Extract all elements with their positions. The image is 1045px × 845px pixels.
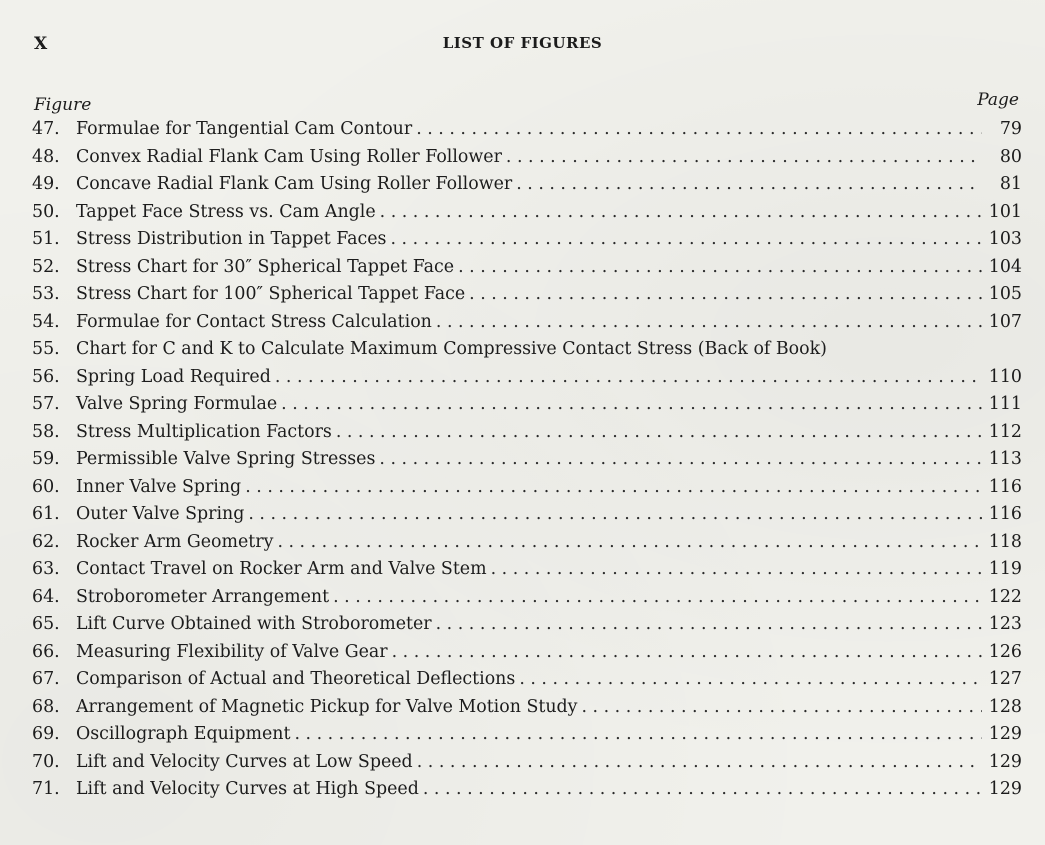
list-item: [32, 721, 1022, 749]
figure-title: Inner Valve Spring: [76, 476, 242, 497]
figure-title: Lift and Velocity Curves at Low Speed: [76, 751, 413, 772]
figure-title: Spring Load Required: [76, 366, 271, 387]
figure-number: 66.: [32, 641, 60, 662]
dot-leader: [245, 474, 982, 502]
page-reference: 126: [988, 641, 1022, 662]
figure-title: Stress Chart for 100″ Spherical Tappet Face: [76, 284, 466, 304]
page-reference: 129: [988, 779, 1022, 799]
list-item: [32, 749, 1022, 777]
page-reference: 80: [999, 146, 1022, 167]
figure-title: Outer Valve Spring: [76, 504, 245, 524]
figure-number: 65.: [32, 614, 60, 634]
figure-number: 54.: [32, 311, 60, 332]
page-reference: 127: [988, 669, 1022, 689]
dot-leader: [519, 666, 982, 694]
figure-title: Stroborometer Arrangement: [76, 586, 330, 607]
figure-number: 69.: [32, 724, 60, 744]
figure-title: Lift Curve Obtained with Stroborometer: [76, 614, 432, 634]
list-item: [32, 419, 1022, 447]
figure-number: 60.: [32, 476, 60, 497]
figure-number: 55.: [32, 339, 60, 359]
column-heading-page: Page: [977, 90, 1019, 110]
dot-leader: [379, 446, 982, 474]
list-item: [32, 694, 1022, 722]
dot-leader: [390, 226, 982, 254]
list-item: [32, 639, 1022, 667]
list-item: [32, 611, 1022, 639]
list-item: [32, 171, 1022, 199]
figure-number: 64.: [32, 586, 60, 607]
figure-number: 50.: [32, 201, 60, 222]
figure-title: Permissible Valve Spring Stresses: [76, 449, 376, 469]
figure-number: 57.: [32, 394, 60, 414]
dot-leader: [281, 391, 982, 419]
figure-title: Convex Radial Flank Cam Using Roller Follower: [76, 146, 502, 167]
list-item: [32, 336, 1022, 364]
list-item: [32, 144, 1022, 172]
running-title: LIST OF FIGURES: [442, 34, 603, 52]
figure-title: Rocker Arm Geometry: [76, 531, 274, 552]
dot-leader: [417, 749, 982, 777]
figure-title: Measuring Flexibility of Valve Gear: [76, 641, 388, 662]
dot-leader: [516, 171, 982, 199]
figure-number: 52.: [32, 256, 60, 277]
page-reference: 118: [988, 531, 1022, 552]
list-item: [32, 364, 1022, 392]
page-reference: 104: [988, 256, 1022, 277]
dot-leader: [436, 611, 982, 639]
list-item: [32, 226, 1022, 254]
dot-leader: [380, 199, 982, 227]
figure-title: Tappet Face Stress vs. Cam Angle: [76, 201, 376, 222]
dot-leader: [469, 281, 982, 309]
page-reference: 116: [988, 504, 1022, 524]
list-item: [32, 309, 1022, 337]
dot-leader: [582, 694, 983, 722]
figure-title: Stress Chart for 30″ Spherical Tappet Face: [76, 256, 455, 277]
figure-number: 59.: [32, 449, 60, 469]
list-item: [32, 116, 1022, 144]
figure-number: 68.: [32, 696, 60, 717]
page-reference: 129: [988, 724, 1022, 744]
dot-leader: [275, 364, 982, 392]
figure-title: Formulae for Contact Stress Calculation: [76, 311, 432, 332]
figure-title: Oscillograph Equipment: [76, 724, 291, 744]
page-reference: 129: [988, 751, 1022, 772]
dot-leader: [423, 776, 982, 804]
page-reference: 122: [988, 586, 1022, 607]
list-item: [32, 776, 1022, 804]
figure-title: Stress Distribution in Tappet Faces: [76, 229, 387, 249]
page-reference: 110: [988, 366, 1022, 387]
figure-number: 67.: [32, 669, 60, 689]
dot-leader: [336, 419, 982, 447]
figure-title: Lift and Velocity Curves at High Speed: [76, 779, 419, 799]
page-reference: 113: [988, 449, 1022, 469]
figure-title: Contact Travel on Rocker Arm and Valve Stem: [76, 559, 487, 579]
figure-title: Comparison of Actual and Theoretical Deflections: [76, 669, 516, 689]
dot-leader: [436, 309, 982, 337]
list-item: [32, 199, 1022, 227]
dot-leader: [277, 529, 982, 557]
figure-title: Formulae for Tangential Cam Contour: [76, 119, 413, 139]
figure-number: 47.: [32, 119, 60, 139]
list-item: [32, 446, 1022, 474]
figure-number: 70.: [32, 751, 60, 772]
dot-leader: [333, 584, 982, 612]
figure-title: Arrangement of Magnetic Pickup for Valve Motion Study: [76, 696, 578, 717]
page-reference: 112: [988, 421, 1022, 442]
list-item: [32, 281, 1022, 309]
dot-leader: [506, 144, 982, 172]
page-reference: 103: [988, 229, 1022, 249]
list-item: [32, 666, 1022, 694]
page-reference: 116: [988, 476, 1022, 497]
dot-leader: [248, 501, 982, 529]
page-number: X: [34, 34, 49, 54]
page-reference: 128: [988, 696, 1022, 717]
page-reference: 105: [988, 284, 1022, 304]
list-item: [32, 391, 1022, 419]
dot-leader: [491, 556, 982, 584]
figure-title: Stress Multiplication Factors: [76, 421, 332, 442]
page-reference: 79: [999, 119, 1022, 139]
page-reference: 107: [988, 311, 1022, 332]
list-item: [32, 254, 1022, 282]
list-item: [32, 556, 1022, 584]
figure-number: 49.: [32, 174, 60, 194]
dot-leader: [294, 721, 982, 749]
list-item: [32, 501, 1022, 529]
list-item: [32, 529, 1022, 557]
list-item: [32, 584, 1022, 612]
figure-title: Valve Spring Formulae: [76, 394, 278, 414]
figure-list: [32, 116, 1022, 804]
list-item: [32, 474, 1022, 502]
figure-number: 51.: [32, 229, 60, 249]
dot-leader: [458, 254, 982, 282]
page-reference: 119: [988, 559, 1022, 579]
column-heading-figure: Figure: [34, 95, 92, 115]
figure-number: 58.: [32, 421, 60, 442]
figure-number: 61.: [32, 504, 60, 524]
figure-title: Concave Radial Flank Cam Using Roller Follower: [76, 174, 513, 194]
page-reference: 101: [988, 201, 1022, 222]
dot-leader: [416, 116, 982, 144]
page-reference: 111: [988, 394, 1022, 414]
page-reference: 123: [988, 614, 1022, 634]
figure-number: 53.: [32, 284, 60, 304]
dot-leader: [392, 639, 982, 667]
figure-number: 71.: [32, 779, 60, 799]
page-reference: 81: [999, 174, 1022, 194]
figure-title: Chart for C and K to Calculate Maximum Compressive Contact Stress (Back of Book): [76, 339, 827, 359]
figure-number: 62.: [32, 531, 60, 552]
figure-number: 48.: [32, 146, 60, 167]
figure-number: 63.: [32, 559, 60, 579]
figure-number: 56.: [32, 366, 60, 387]
